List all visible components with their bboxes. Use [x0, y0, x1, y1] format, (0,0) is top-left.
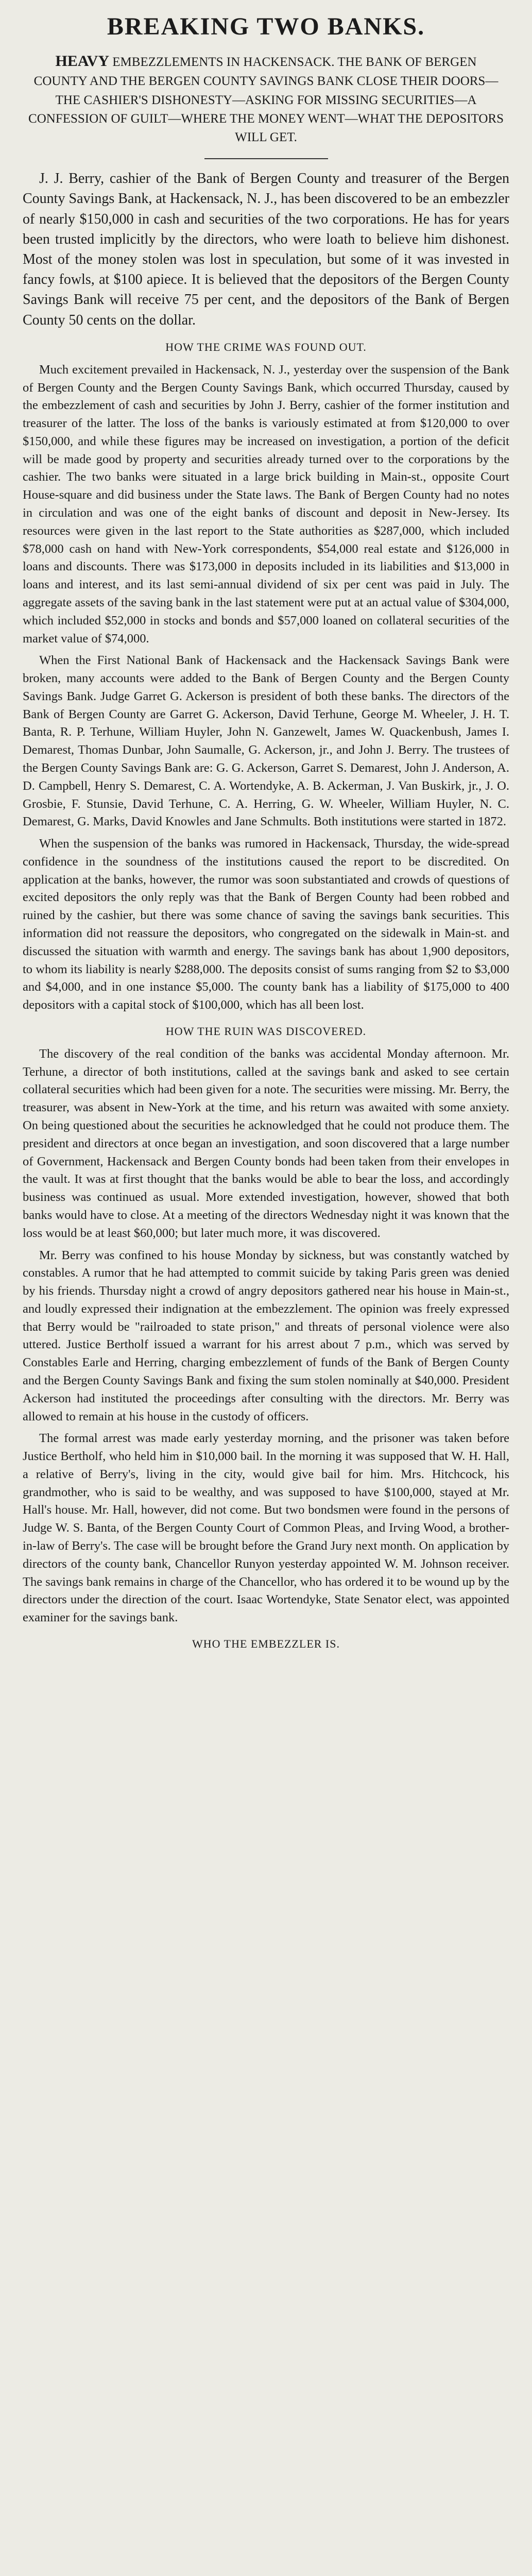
paragraph: The formal arrest was made early yesterday morning, and the prisoner was taken before Justice Bertholf, who held him in $10,000 bail. In the morning it was supposed that W. H. Hall, a relative of Berry's, living in the city, would give bail for him. Mrs. Hitchcock, his grandmother, who is said to be wealthy, and was supposed to have $100,000, stayed at Mr. Hall's house. Mr. Hall, however, did not come. But two bondsmen were found in the persons of Judge W. S. Banta, of the Bergen County Court of Common Pleas, and Irving Wood, a brother-in-law of Berry's. The case will be brought before the Grand Jury next month. On application by directors of the county bank, Chancellor Runyon yesterday appointed W. M. Johnson receiver. The savings bank remains in charge of the Chancellor, who has ordered it to be wound up by the directors under the direction of the court. Isaac Wortendyke, State Senator elect, was appointed examiner for the savings bank.	[23, 1431, 509, 1625]
deck-text: EMBEZZLEMENTS IN HACKENSACK. THE BANK OF BERGEN COUNTY AND THE BERGEN COUNTY SAVINGS BANK CLOSE THEIR DOORS—THE CASHIER'S DISHONESTY—ASKING FOR MISSING SECURITIES—A CONFESSION OF GUILT—WHERE THE MONEY WENT—WHAT THE DEPOSITORS WILL GET.	[28, 55, 504, 145]
lead-paragraph: J. J. Berry, cashier of the Bank of Bergen County and treasurer of the Bergen County Savings Bank, at Hackensack, N. J., has been discovered to be an embezzler of nearly $150,000 in cash and securities of the two corporations. He has for years been trusted implicitly by the directors, who were loath to believe him dishonest. Most of the money stolen was lost in speculation, but some of it was invested in fancy fowls, at $100 apiece. It is believed that the depositors of the Bergen County Savings Bank will receive 75 per cent, and the depositors of the Bank of Bergen County 50 cents on the dollar.	[23, 171, 509, 328]
paragraph: When the suspension of the banks was rumored in Hackensack, Thursday, the wide-spread confidence in the soundness of the institutions caused the report to be discredited. On application at the banks, however, the rumor was soon substantiated and crowds of questions of excited depositors the only reply was that the Bank of Bergen County had been robbed and ruined by the cashier, but there was some chance of saving the savings bank securities. This information did not reassure the depositors, who congregated on the sidewalk in Main-st. and discussed the situation with warmth and energy. The savings bank has about 1,900 depositors, to whom its liability is nearly $288,000. The deposits consist of sums ranging from $2 to $3,000 and $4,000, and in one instance $5,000. The county bank has a liability of $175,000 to 400 depositors with a capital stock of $100,000, which has all been lost.	[23, 837, 509, 1012]
subhead-crime-found: HOW THE CRIME WAS FOUND OUT.	[165, 340, 367, 353]
subhead-embezzler: WHO THE EMBEZZLER IS.	[192, 1637, 340, 1650]
divider-rule	[204, 158, 328, 159]
deck	[28, 50, 504, 147]
paragraph: Mr. Berry was confined to his house Monday by sickness, but was constantly watched by constables. A rumor that he had attempted to commit suicide by taking Paris green was denied by his friends. Thursday night a crowd of angry depositors gathered near his house in Main-st., and loudly expressed their indignation at the embezzlement. The opinion was freely expressed that Berry would be "railroaded to state prison," and threats of personal violence were also uttered. Justice Bertholf issued a warrant for his arrest about 7 p.m., which was served by Constables Earle and Herring, charging embezzlement of funds of the Bank of Bergen County and the Bergen County Savings Bank and fixing the sum stolen nominally at $40,000. President Ackerson had instituted the proceedings after consulting with the directors. Mr. Berry was allowed to remain at his house in the custody of officers.	[23, 1248, 509, 1423]
paragraph: When the First National Bank of Hackensack and the Hackensack Savings Bank were broken, many accounts were added to the Bank of Bergen County and the Bergen County Savings Bank. Judge Garret G. Ackerson is president of both these banks. The directors of the Bank of Bergen County are Garret G. Ackerson, David Terhune, George M. Wheeler, J. H. T. Banta, R. P. Terhune, William Huyler, John N. Ganzewelt, James W. Quackenbush, James I. Demarest, Thomas Dunbar, John Saumalle, G. Ackerson, jr., and John J. Berry. The trustees of the Bergen County Savings Bank are: G. G. Ackerson, Garret S. Demarest, John J. Anderson, A. D. Campbell, Henry S. Demarest, C. A. Wortendyke, A. B. Ackerman, J. Van Buskirk, jr., J. O. Grosbie, F. Stunsie, David Terhune, C. A. Herring, G. W. Wheeler, William Huyler, N. C. Demarest, G. Marks, David Knowles and Jane Schmults. Both institutions were started in 1872.	[23, 653, 509, 829]
subhead-ruin-discovered: HOW THE RUIN WAS DISCOVERED.	[165, 1024, 367, 1038]
deck-lead-word: HEAVY	[55, 52, 110, 70]
headline: BREAKING TWO BANKS.	[107, 13, 425, 40]
paragraph: Much excitement prevailed in Hackensack, N. J., yesterday over the suspension of the Bank of Bergen County and the Bergen County Savings Bank, which occurred Thursday, caused by the embezzlement of cash and securities by John J. Berry, cashier of the former institution and treasurer of the latter. The loss of the banks is variously estimated at from $120,000 to over $150,000, and while these figures may be increased on investigation, a portion of the deficit will be made good by property and securities already turned over to the corporations by the cashier. The two banks were situated in a large brick building in Main-st., opposite Court House-square and did business under the State laws. The Bank of Bergen County had no notes in circulation and was one of the eight banks of discount and deposit in New-Jersey. Its resources were given in the last report to the State authorities as $287,000, which included $78,000 cash on hand with New-York correspondents, $54,000 real estate and $126,000 in loans and discounts. There was $173,000 in deposits included in its liabilities and $13,000 in loans and interest, and its last semi-annual dividend of six per cent was paid in July. The aggregate assets of the saving bank in the last statement were put at an actual value of $304,000, which included $52,000 in stocks and bonds and $57,000 loaned on collateral securities of the market value of $74,000.	[23, 362, 509, 646]
paragraph: The discovery of the real condition of the banks was accidental Monday afternoon. Mr. Terhune, a director of both institutions, called at the savings bank and asked to see certain collateral securities which had been given for a note. The securities were missing. Mr. Berry, the treasurer, was absent in New-York at the time, and his return was awaited with some anxiety. On being questioned about the securities he acknowledged that he could not produce them. The president and directors at once began an investigation, and soon discovered that a large number of Government, Hackensack and Bergen County bonds had been taken from their envelopes in the vault. It was at first thought that the banks would be able to bear the loss, and accordingly business was continued as usual. More extended investigation, however, showed that both banks would have to close. At a meeting of the directors Wednesday night it was known that the loss would be at least $60,000; but later much more, it was discovered.	[23, 1046, 509, 1240]
